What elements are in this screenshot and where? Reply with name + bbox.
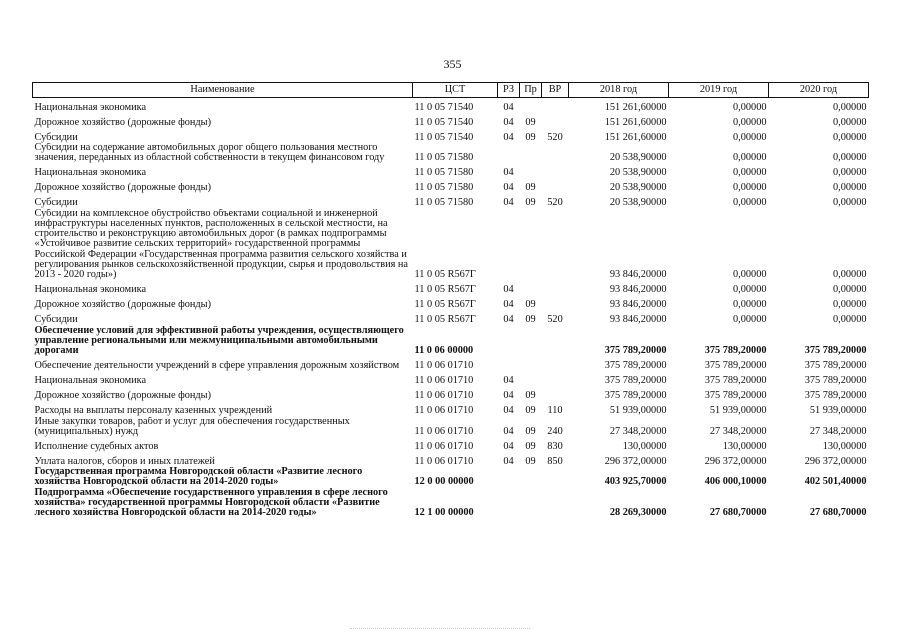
- row-2018: 151 261,60000: [604, 101, 667, 113]
- row-rz: [498, 357, 520, 372]
- row-cst: 11 0 05 R567Г: [414, 314, 476, 326]
- row-2019: 375 789,20000: [704, 390, 767, 402]
- row-pr: [520, 164, 542, 179]
- row-cst: 11 0 05 R567Г: [414, 284, 476, 296]
- row-2019: 0,00000: [733, 269, 767, 281]
- row-2018: 93 846,20000: [609, 314, 667, 326]
- row-cst: 11 0 05 R567Г: [414, 299, 476, 311]
- table-row: [33, 402, 869, 417]
- table-row: [33, 357, 869, 372]
- row-pr: [520, 488, 542, 519]
- row-2018: 151 261,60000: [604, 116, 667, 128]
- row-rz: [498, 209, 520, 281]
- row-pr: 09: [525, 197, 536, 209]
- row-2020: 27 680,70000: [809, 507, 867, 519]
- row-2019: 27 348,20000: [709, 425, 767, 437]
- table-row: [33, 387, 869, 402]
- row-rz: 04: [503, 375, 514, 387]
- row-rz: [498, 143, 520, 164]
- header-2020: 2020 год: [769, 83, 869, 98]
- row-2018: 375 789,20000: [604, 345, 667, 357]
- row-vr: 240: [547, 425, 563, 437]
- row-name: Дорожное хозяйство (дорожные фонды): [34, 299, 212, 311]
- row-2019: 27 680,70000: [709, 507, 767, 519]
- row-rz: 04: [503, 405, 514, 417]
- row-cst: 11 0 06 01710: [414, 440, 474, 452]
- row-rz: 04: [503, 299, 514, 311]
- row-cst: 11 0 05 71580: [414, 152, 474, 164]
- row-2020: 0,00000: [833, 152, 867, 164]
- row-2020: 0,00000: [833, 116, 867, 128]
- row-2020: 27 348,20000: [809, 425, 867, 437]
- row-2018: 375 789,20000: [604, 375, 667, 387]
- row-pr: [520, 357, 542, 372]
- row-name: Субсидии на содержание автомобильных дорог общего пользования местного значения, переданных из областной собственности в текущем финансовом году: [34, 143, 385, 164]
- table-row: [33, 326, 869, 357]
- row-2019: 0,00000: [733, 284, 767, 296]
- row-2019: 406 000,10000: [704, 476, 767, 488]
- row-rz: 04: [503, 455, 514, 467]
- row-vr: [542, 209, 569, 281]
- table-row: [33, 209, 869, 281]
- table-row: [33, 113, 869, 128]
- row-cst: 11 0 06 00000: [414, 345, 474, 357]
- header-rz: РЗ: [498, 83, 520, 98]
- row-rz: [498, 326, 520, 357]
- row-2020: 375 789,20000: [804, 345, 867, 357]
- header-vr: ВР: [542, 83, 569, 98]
- row-rz: 04: [503, 131, 514, 143]
- row-rz: 04: [503, 101, 514, 113]
- row-name: Государственная программа Новгородской области «Развитие лесного хозяйства Новгородской области на 2014-2020 годы»: [34, 467, 363, 488]
- row-name: Обеспечение условий для эффективной работы учреждения, осуществляющего управление региональными или межмуниципальными автомобильными дорогами: [34, 325, 404, 357]
- row-2020: 296 372,00000: [804, 455, 867, 467]
- row-cst: 11 0 05 71580: [414, 167, 474, 179]
- table-row: [33, 194, 869, 209]
- row-name: Дорожное хозяйство (дорожные фонды): [34, 116, 212, 128]
- row-pr: 09: [525, 425, 536, 437]
- row-2018: 93 846,20000: [609, 269, 667, 281]
- row-2018: 27 348,20000: [609, 425, 667, 437]
- row-2020: 0,00000: [833, 314, 867, 326]
- row-name: Национальная экономика: [34, 284, 147, 296]
- row-pr: [520, 372, 542, 387]
- row-2019: 0,00000: [733, 167, 767, 179]
- row-rz: 04: [503, 425, 514, 437]
- row-2018: 375 789,20000: [604, 360, 667, 372]
- row-pr: 09: [525, 440, 536, 452]
- row-2019: 0,00000: [733, 299, 767, 311]
- row-rz: 04: [503, 440, 514, 452]
- row-2020: 0,00000: [833, 131, 867, 143]
- table-row: [33, 296, 869, 311]
- row-vr: [542, 296, 569, 311]
- row-pr: 09: [525, 314, 536, 326]
- budget-table: [32, 82, 869, 519]
- header-name: Наименование: [33, 83, 413, 98]
- row-name: Уплата налогов, сборов и иных платежей: [34, 455, 215, 467]
- row-2019: 130,00000: [722, 440, 767, 452]
- row-cst: 11 0 06 01710: [414, 425, 474, 437]
- row-name: Субсидии: [34, 131, 78, 143]
- row-rz: [498, 467, 520, 488]
- row-name: Субсидии на комплексное обустройство объектами социальной и инженерной инфраструктуры населенных пунктов, расположенных в сельской местности, на строительство и реконструкцию автомобильных дорог (в рамках подпрограммы «Устойчивое развитие сельских территорий» государственной программы Российской Федерации «Государственная программа развития сельского хозяйства и регулирования рынков сельскохозяйственной продукции, сырья и продовольствия на 2013 - 2020 годы»): [34, 208, 408, 281]
- row-rz: 04: [503, 167, 514, 179]
- row-2019: 375 789,20000: [704, 345, 767, 357]
- table-row: [33, 488, 869, 519]
- row-cst: 11 0 05 R567Г: [414, 269, 476, 281]
- row-2019: 375 789,20000: [704, 375, 767, 387]
- table-row: [33, 417, 869, 438]
- row-2019: 0,00000: [733, 116, 767, 128]
- table-row: [33, 437, 869, 452]
- row-2019: 0,00000: [733, 152, 767, 164]
- row-2020: 51 939,00000: [809, 405, 867, 417]
- row-cst: 11 0 06 01710: [414, 455, 474, 467]
- table-row: [33, 452, 869, 467]
- row-2018: 20 538,90000: [609, 197, 667, 209]
- row-2018: 20 538,90000: [609, 167, 667, 179]
- row-cst: 11 0 06 01710: [414, 405, 474, 417]
- row-rz: 04: [503, 197, 514, 209]
- header-2018: 2018 год: [569, 83, 669, 98]
- row-pr: [520, 467, 542, 488]
- row-vr: 830: [547, 440, 563, 452]
- row-2018: 375 789,20000: [604, 390, 667, 402]
- row-vr: 520: [547, 197, 563, 209]
- row-pr: 09: [525, 299, 536, 311]
- row-2018: 130,00000: [622, 440, 667, 452]
- row-2020: 130,00000: [822, 440, 867, 452]
- row-pr: [520, 281, 542, 296]
- row-2020: 375 789,20000: [804, 360, 867, 372]
- table-body: [33, 98, 869, 519]
- row-vr: [542, 164, 569, 179]
- row-cst: 11 0 06 01710: [414, 390, 474, 402]
- row-cst: 11 0 05 71580: [414, 182, 474, 194]
- row-rz: [498, 488, 520, 519]
- row-pr: [520, 326, 542, 357]
- row-2018: 151 261,60000: [604, 131, 667, 143]
- row-cst: 12 0 00 00000: [414, 476, 474, 488]
- row-cst: 11 0 06 01710: [414, 375, 474, 387]
- row-name: Исполнение судебных актов: [34, 440, 159, 452]
- row-vr: [542, 143, 569, 164]
- row-pr: 09: [525, 405, 536, 417]
- row-vr: 520: [547, 314, 563, 326]
- row-vr: 520: [547, 131, 563, 143]
- row-vr: [542, 113, 569, 128]
- row-2020: 0,00000: [833, 197, 867, 209]
- row-2020: 0,00000: [833, 167, 867, 179]
- table-header-row: [33, 83, 869, 98]
- row-2019: 0,00000: [733, 314, 767, 326]
- row-2018: 93 846,20000: [609, 299, 667, 311]
- row-2018: 28 269,30000: [609, 507, 667, 519]
- row-rz: 04: [503, 314, 514, 326]
- row-name: Дорожное хозяйство (дорожные фонды): [34, 182, 212, 194]
- row-rz: 04: [503, 390, 514, 402]
- row-vr: [542, 488, 569, 519]
- table-row: [33, 372, 869, 387]
- row-vr: [542, 387, 569, 402]
- row-2018: 296 372,00000: [604, 455, 667, 467]
- row-2018: 93 846,20000: [609, 284, 667, 296]
- row-name: Национальная экономика: [34, 167, 147, 179]
- bottom-scan-marks: [350, 628, 530, 631]
- row-pr: 09: [525, 390, 536, 402]
- row-2020: 375 789,20000: [804, 390, 867, 402]
- row-name: Субсидии: [34, 314, 78, 326]
- row-vr: [542, 372, 569, 387]
- row-vr: 850: [547, 455, 563, 467]
- row-pr: 09: [525, 455, 536, 467]
- row-2020: 0,00000: [833, 182, 867, 194]
- table-row: [33, 164, 869, 179]
- row-cst: 11 0 05 71540: [414, 131, 474, 143]
- row-pr: [520, 209, 542, 281]
- header-pr: Пр: [520, 83, 542, 98]
- row-2020: 0,00000: [833, 101, 867, 113]
- table-row: [33, 143, 869, 164]
- row-rz: 04: [503, 284, 514, 296]
- row-2018: 51 939,00000: [609, 405, 667, 417]
- row-vr: [542, 98, 569, 114]
- table-row: [33, 281, 869, 296]
- row-name: Иные закупки товаров, работ и услуг для обеспечения государственных (муниципальных) нужд: [34, 416, 350, 437]
- row-2018: 403 925,70000: [604, 476, 667, 488]
- table-row: [33, 467, 869, 488]
- row-pr: [520, 143, 542, 164]
- row-name: Обеспечение деятельности учреждений в сфере управления дорожным хозяйством: [34, 360, 400, 372]
- row-cst: 11 0 06 01710: [414, 360, 474, 372]
- row-pr: 09: [525, 116, 536, 128]
- row-rz: 04: [503, 182, 514, 194]
- row-2019: 0,00000: [733, 101, 767, 113]
- page-number: 355: [443, 57, 462, 71]
- row-2020: 402 501,40000: [804, 476, 867, 488]
- row-name: Дорожное хозяйство (дорожные фонды): [34, 390, 212, 402]
- row-pr: [520, 98, 542, 114]
- row-rz: 04: [503, 116, 514, 128]
- row-vr: 110: [547, 405, 563, 417]
- row-name: Национальная экономика: [34, 375, 147, 387]
- row-name: Расходы на выплаты персоналу казенных учреждений: [34, 405, 273, 417]
- row-2018: 20 538,90000: [609, 152, 667, 164]
- row-2020: 0,00000: [833, 299, 867, 311]
- row-vr: [542, 357, 569, 372]
- row-vr: [542, 179, 569, 194]
- row-pr: 09: [525, 182, 536, 194]
- header-2019: 2019 год: [669, 83, 769, 98]
- row-2020: 0,00000: [833, 284, 867, 296]
- row-name: Подпрограмма «Обеспечение государственного управления в сфере лесного хозяйства» государственной программы Новгородской области «Развитие лесного хозяйства Новгородской области на 2014-2020 годы»: [34, 487, 388, 519]
- row-2020: 0,00000: [833, 269, 867, 281]
- row-vr: [542, 281, 569, 296]
- row-2019: 375 789,20000: [704, 360, 767, 372]
- table-row: [33, 98, 869, 114]
- row-2019: 51 939,00000: [709, 405, 767, 417]
- table-row: [33, 128, 869, 143]
- row-vr: [542, 326, 569, 357]
- row-2019: 296 372,00000: [704, 455, 767, 467]
- table-row: [33, 311, 869, 326]
- row-2019: 0,00000: [733, 131, 767, 143]
- row-2019: 0,00000: [733, 182, 767, 194]
- row-pr: 09: [525, 131, 536, 143]
- table-row: [33, 179, 869, 194]
- row-vr: [542, 467, 569, 488]
- row-2019: 0,00000: [733, 197, 767, 209]
- row-name: Субсидии: [34, 197, 78, 209]
- row-2020: 375 789,20000: [804, 375, 867, 387]
- row-name: Национальная экономика: [34, 101, 147, 113]
- row-2018: 20 538,90000: [609, 182, 667, 194]
- row-cst: 11 0 05 71540: [414, 116, 474, 128]
- header-cst: ЦСТ: [413, 83, 498, 98]
- row-cst: 11 0 05 71580: [414, 197, 474, 209]
- row-cst: 11 0 05 71540: [414, 101, 474, 113]
- row-cst: 12 1 00 00000: [414, 507, 474, 519]
